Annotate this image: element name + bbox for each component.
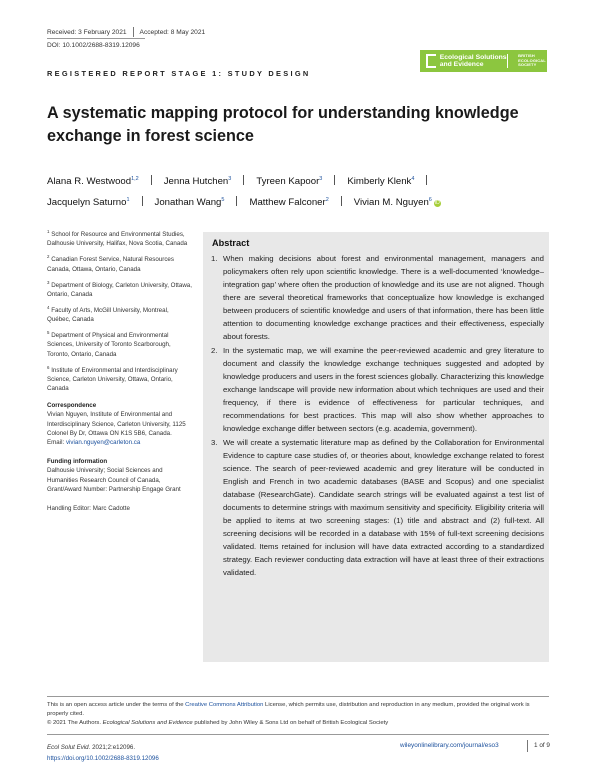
abstract-list bbox=[211, 252, 544, 580]
author[interactable]: Jonathan Wang$^5$ bbox=[154, 197, 225, 209]
abstract-item: 3. We will create a systematic literature map as defined by the Collaboration for Environmental Evidence to capture case studies of, or theories about, knowledge exchange related to forest science. The search of peer-reviewed academic and grey literature will be conducted in English and French in two academic databases (BASE and Scopus) and one specialist database (ResearchGate). Candidate search strings will be evaluated against a test list of documents to determine strings with maximum sensitivity and specificity. Eligibility criteria will be applied to items at two screening stages: (1) title and abstract and (2) full-text. All screening decisions will be recorded in a database with 15% of full-text screening decisions validated. Items retained for inclusion will have data extracted according to a standardized strategy. Each reviewer conducting data extraction will have at least three of their extractions validated. bbox=[211, 437, 544, 578]
article-section-label: REGISTERED REPORT STAGE 1: STUDY DESIGN bbox=[47, 69, 311, 78]
article-dates bbox=[47, 27, 205, 37]
citation-journal: Ecol Solut Evid. bbox=[47, 744, 91, 751]
author-list bbox=[47, 170, 552, 212]
author-separator bbox=[151, 175, 152, 185]
author[interactable]: Matthew Falconer$^2$ bbox=[249, 197, 329, 209]
author-separator bbox=[236, 196, 237, 206]
funding-label: Funding information bbox=[47, 458, 108, 466]
email-link[interactable]: vivian.nguyen@carleton.ca bbox=[65, 439, 141, 447]
license-link[interactable]: Creative Commons Attribution bbox=[185, 702, 264, 708]
author[interactable]: Tyreen Kapoor$^3$ bbox=[256, 176, 323, 188]
journal-e-icon bbox=[426, 54, 436, 68]
author[interactable]: Alana R. Westwood$^{1,2}$ bbox=[47, 176, 139, 188]
author[interactable]: Vivian M. Nguyen$^6$iD bbox=[353, 197, 440, 209]
correspondence-text: Vivian Nguyen, Institute of Environmental and Interdisciplinary Science, Carleton University, 1125 Colonel By Dr, Ottawa ON K1S 5B6, Canada. bbox=[47, 411, 186, 437]
correspondence-label: Correspondence bbox=[47, 402, 97, 410]
logo-divider bbox=[507, 54, 508, 68]
received-date: Received: 3 February 2021 bbox=[47, 28, 127, 36]
footer-divider-bottom bbox=[47, 734, 549, 735]
journal-logo-text: Ecological Solutions and Evidence bbox=[439, 53, 507, 68]
society-logo-text: BRITISH ECOLOGICAL SOCIETY bbox=[518, 53, 546, 68]
article-doi: DOI: 10.1002/2688-8319.12096 bbox=[47, 42, 140, 49]
sidebar-notes bbox=[47, 227, 192, 513]
affiliation: $^4$ Faculty of Arts, McGill University, Montreal, Québec, Canada bbox=[47, 304, 169, 324]
author-separator bbox=[341, 196, 342, 206]
header-divider bbox=[47, 38, 145, 39]
article-title: A systematic mapping protocol for understanding knowledge exchange in forest science bbox=[47, 104, 519, 145]
affiliation: $^5$ Department of Physical and Environmental Sciences, University of Toronto Scarborough, Toronto, Ontario, Canada bbox=[47, 330, 171, 358]
citation-doi-link[interactable]: https://doi.org/10.1002/2688-8319.12096 bbox=[47, 755, 159, 762]
abstract-box bbox=[203, 232, 549, 662]
page-divider bbox=[527, 740, 528, 752]
abstract-item: 2. In the systematic map, we will examine the peer-reviewed academic and grey literature to document and classify the knowledge exchange techniques suggested and adopted by knowledge producers and users in the forest sciences globally. Characterizing this knowledge exchange landscape will provide new information about which techniques are used and their frequency, if there is evidence of effectiveness for particular techniques, and recommendations for best practices. This map will also show whether approaches to knowledge exchange differ between sectors (e.g. academia, government). bbox=[211, 345, 544, 434]
author[interactable]: Jenna Hutchen$^3$ bbox=[163, 176, 232, 188]
affiliation: $^1$ School for Resource and Environmental Studies, Dalhousie University, Halifax, Nova Scotia, Canada bbox=[47, 229, 188, 248]
date-divider bbox=[133, 27, 134, 37]
page-number: 1 of 9 bbox=[534, 742, 550, 749]
abstract-heading: Abstract bbox=[212, 238, 250, 248]
citation: Ecol Solut Evid. 2021;2:e12096. https://doi.org/10.1002/2688-8319.12096 bbox=[47, 744, 159, 762]
orcid-icon[interactable]: iD bbox=[434, 200, 440, 207]
author-separator bbox=[243, 175, 244, 185]
footer-divider bbox=[47, 696, 549, 697]
author-separator bbox=[142, 196, 143, 206]
handling-editor: Handling Editor: Marc Cadotte bbox=[47, 505, 130, 513]
author-separator bbox=[334, 175, 335, 185]
funding-text: Dalhousie University; Social Sciences and Humanities Research Council of Canada, Grant/Award Number: Partnership Engage Grant bbox=[47, 467, 181, 493]
affiliation: $^2$ Canadian Forest Service, Natural Resources Canada, Ottawa, Ontario, Canada bbox=[47, 254, 174, 273]
author[interactable]: Jacquelyn Saturno$^1$ bbox=[47, 197, 130, 209]
license-text: This is an open access article under the terms of the Creative Commons Attribution License, which permits use, distribution and reproduction in any medium, provided the original work is properly cited. bbox=[47, 702, 530, 717]
accepted-date: Accepted: 8 May 2021 bbox=[139, 28, 206, 36]
license-notice bbox=[47, 701, 552, 727]
correspondence-email: Email: vivian.nguyen@carleton.ca bbox=[47, 439, 141, 447]
copyright-text: © 2021 The Authors. Ecological Solutions and Evidence published by John Wiley & Sons Ltd on behalf of British Ecological Society bbox=[47, 719, 389, 726]
journal-site-link[interactable]: wileyonlinelibrary.com/journal/eso3 bbox=[400, 742, 499, 749]
affiliation: $^6$ Institute of Environmental and Interdisciplinary Science, Carleton University, Ottawa, Ontario, Canada bbox=[47, 364, 178, 392]
author[interactable]: Kimberly Klenk$^4$ bbox=[347, 176, 415, 188]
abstract-item: 1. When making decisions about forest and environmental management, managers and policymakers often rely upon scientific knowledge. There is a well-documented ‘knowledge–integration gap’ where often the production of knowledge and its use are not aligned. Though there are several theoretical frameworks that conceptualize how knowledge is exchanged between producers of scientific knowledge and users of that information, there has been little attention to documenting knowledge exchange practices and their effectiveness, especially about forests. bbox=[211, 254, 544, 342]
author-separator bbox=[426, 175, 427, 185]
journal-logo[interactable] bbox=[420, 50, 547, 72]
affiliation: $^3$ Department of Biology, Carleton University, Ottawa, Ontario, Canada bbox=[47, 279, 192, 298]
